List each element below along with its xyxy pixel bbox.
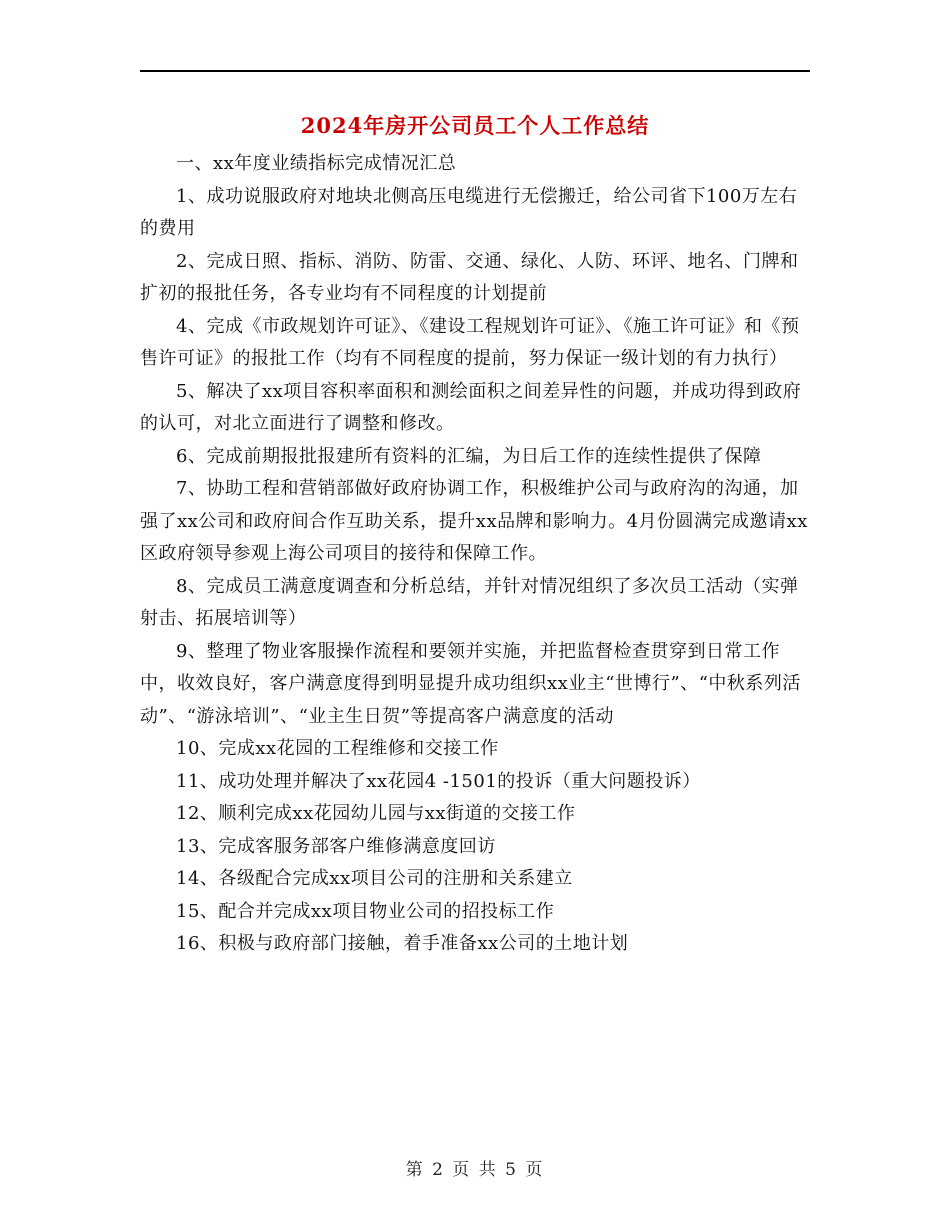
paragraph-item-5: 5、解决了xx项目容积率面积和测绘面积之间差异性的问题，并成功得到政府的认可，对北立面进行了调整和修改。 [140, 380, 802, 434]
section-heading: 一、xx年度业绩指标完成情况汇总 [176, 153, 457, 174]
paragraph-item-12: 12、顺利完成xx花园幼儿园与xx街道的交接工作 [176, 803, 576, 824]
paragraph-item-4: 4、完成《市政规划许可证》、《建设工程规划许可证》、《施工许可证》和《预售许可证》的报批工作（均有不同程度的提前，努力保证一级计划的有力执行） [140, 315, 800, 369]
paragraph-item-15: 15、配合并完成xx项目物业公司的招投标工作 [176, 900, 555, 922]
paragraph-item-16: 16、积极与政府部门接触，着手准备xx公司的土地计划 [176, 933, 629, 954]
paragraph-item-1: 1、成功说服政府对地块北侧高压电缆进行无偿搬迁，给公司省下100万左右的费用 [140, 185, 798, 239]
header-rule [140, 70, 810, 72]
document-body [140, 148, 810, 961]
paragraph-item-2: 2、完成日照、指标、消防、防雷、交通、绿化、人防、环评、地名、门牌和扩初的报批任务，各专业均有不同程度的计划提前 [140, 250, 799, 304]
paragraph-item-6: 6、完成前期报批报建所有资料的汇编，为日后工作的连续性提供了保障 [176, 445, 762, 467]
paragraph-item-9: 9、整理了物业客服操作流程和要领并实施，并把监督检查贯穿到日常工作中，收效良好，客户满意度得到明显提升成功组织xx业主“世博行”、“中秋系列活动”、“游泳培训”、“业主生日贺”等提高客户满意度的活动 [140, 640, 801, 727]
paragraph-item-8: 8、完成员工满意度调查和分析总结，并针对情况组织了多次员工活动（实弹射击、拓展培训等） [140, 575, 799, 629]
page-number-footer: 第 2 页 共 5 页 [405, 1160, 545, 1180]
paragraph-item-13: 13、完成客服务部客户维修满意度回访 [176, 835, 496, 857]
paragraph-item-7: 7、协助工程和营销部做好政府协调工作，积极维护公司与政府沟的沟通，加强了xx公司和政府间合作互助关系，提升xx品牌和影响力。4月份圆满完成邀请xx区政府领导参观上海公司项目的接待和保障工作。 [140, 478, 808, 564]
paragraph-item-10: 10、完成xx花园的工程维修和交接工作 [176, 738, 499, 759]
document-title: 2024年房开公司员工个人工作总结 [300, 113, 650, 138]
paragraph-item-14: 14、各级配合完成xx项目公司的注册和关系建立 [176, 868, 573, 889]
paragraph-item-11: 11、成功处理并解决了xx花园4 -1501的投诉（重大问题投诉） [176, 770, 701, 792]
